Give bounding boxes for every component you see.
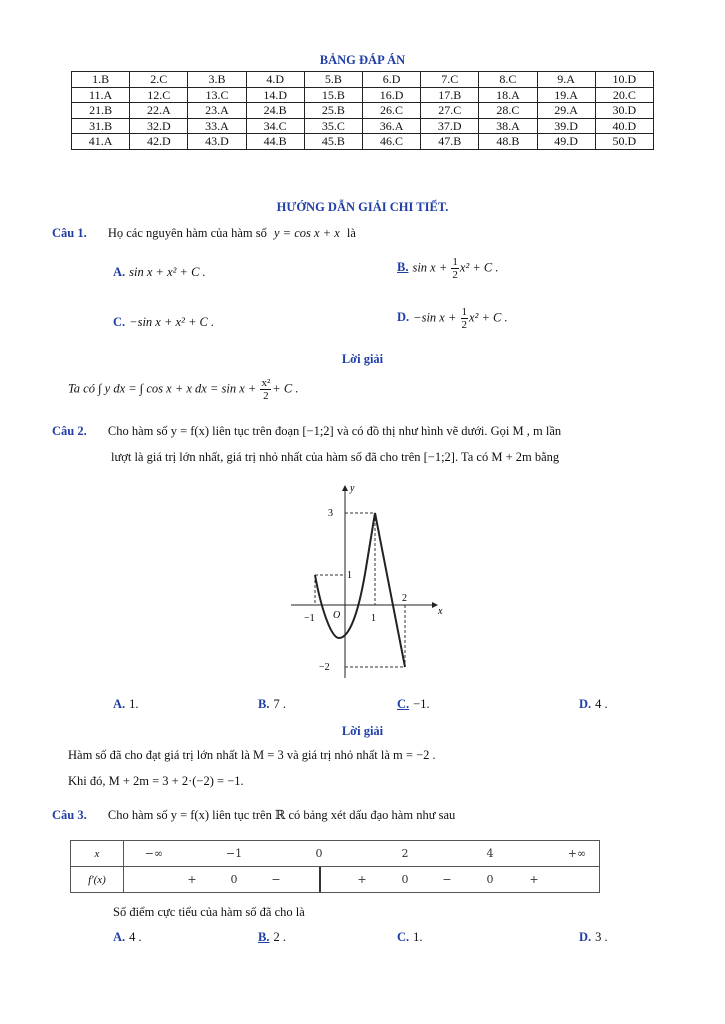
answer-cell: 15.B: [304, 87, 362, 103]
q2-option-c[interactable]: C. −1.: [397, 697, 430, 711]
sign-5: 0: [401, 873, 409, 886]
q1-stem-expr: y = cos x + x: [273, 226, 340, 240]
label-two: 2: [402, 593, 407, 604]
answer-cell: 26.C: [362, 103, 420, 119]
answer-cell: 23.A: [188, 103, 246, 119]
q1-label: Câu 1.: [52, 226, 87, 240]
q1-option-b-fraction: $\frac{1}{2}$: [452, 256, 458, 281]
x-pos-inf: +∞: [567, 847, 587, 860]
answer-cell: 9.A: [537, 72, 595, 88]
sign-4: +: [357, 873, 367, 886]
answer-cell: 28.C: [479, 103, 537, 119]
sign-table-fprime-label: f′(x): [71, 867, 124, 893]
answer-cell: 50.D: [595, 134, 653, 150]
x-two: 2: [401, 847, 409, 860]
answer-cell: 31.B: [72, 118, 130, 134]
answer-cell: 7.C: [421, 72, 479, 88]
q2-solution-label: Lời giải: [341, 724, 384, 738]
q3-sign-table: [70, 840, 600, 893]
label-one-y: 1: [347, 570, 352, 581]
label-x: x: [438, 606, 443, 617]
q3-option-d[interactable]: D. 3 .: [579, 930, 608, 944]
sign-table-sign-row: [124, 867, 600, 893]
q1-stem: Họ các nguyên hàm của hàm số: [107, 226, 267, 240]
sign-3: −: [271, 873, 281, 886]
answer-cell: 48.B: [479, 134, 537, 150]
label-neg-two: −2: [319, 662, 330, 673]
sign-table-undefined-bar: [319, 867, 322, 892]
q3-label: Câu 3.: [52, 808, 87, 822]
q3-question: Số điểm cực tiểu của hàm số đã cho là: [113, 905, 305, 919]
answer-cell: 43.D: [188, 134, 246, 150]
answer-cell: 5.B: [304, 72, 362, 88]
x-neg-inf: −∞: [144, 847, 164, 860]
answer-cell: 13.C: [188, 87, 246, 103]
answer-cell: 17.B: [421, 87, 479, 103]
answer-cell: 35.C: [304, 118, 362, 134]
q1-stem-end: là: [346, 226, 356, 240]
sign-7: 0: [486, 873, 494, 886]
answer-cell: 27.C: [421, 103, 479, 119]
answer-cell: 49.D: [537, 134, 595, 150]
sign-table-x-label: x: [71, 841, 124, 867]
answer-row: [72, 118, 654, 134]
answer-cell: 33.A: [188, 118, 246, 134]
answer-cell: 11.A: [72, 87, 130, 103]
answer-cell: 10.D: [595, 72, 653, 88]
sign-2: 0: [230, 873, 238, 886]
answer-table: [71, 71, 654, 150]
q1-option-d-fraction: $\frac{1}{2}$: [461, 306, 468, 331]
q1-solution-fraction: $\frac{\text{x²}}{2}$: [261, 377, 271, 402]
answer-row: [72, 72, 654, 88]
answer-cell: 34.C: [246, 118, 304, 134]
label-three: 3: [328, 508, 333, 519]
answer-cell: 38.A: [479, 118, 537, 134]
x-four: 4: [486, 847, 494, 860]
answer-cell: 8.C: [479, 72, 537, 88]
q3-option-a[interactable]: A. 4 .: [113, 930, 142, 944]
answer-cell: 21.B: [72, 103, 130, 119]
answer-row: [72, 87, 654, 103]
q2-label: Câu 2.: [52, 424, 87, 438]
answer-cell: 20.C: [595, 87, 653, 103]
answer-cell: 39.D: [537, 118, 595, 134]
q3-option-c[interactable]: C. 1.: [397, 930, 423, 944]
q3-stem: Cho hàm số y = f(x) liên tục trên ℝ có bảng xét dấu đạo hàm như sau: [107, 808, 456, 822]
q1-option-b[interactable]: B. sin x + $\frac{1}{2}$ x² + C .: [397, 256, 499, 281]
q1-solution-label: Lời giải: [341, 352, 384, 366]
answer-cell: 1.B: [72, 72, 130, 88]
answer-cell: 45.B: [304, 134, 362, 150]
answer-cell: 19.A: [537, 87, 595, 103]
answer-row: [72, 134, 654, 150]
answer-cell: 30.D: [595, 103, 653, 119]
answer-row: [72, 103, 654, 119]
q1-stem-line: [52, 226, 356, 241]
sign-1: +: [187, 873, 197, 886]
q1-solution: Ta có ∫ y dx = ∫ cos x + x dx = sin x + $\frac{\text{x²}}{2}$ + C .: [68, 377, 299, 402]
answer-cell: 14.D: [246, 87, 304, 103]
sign-6: −: [442, 873, 452, 886]
answer-cell: 24.B: [246, 103, 304, 119]
q1-option-c[interactable]: C. −sin x + x² + C .: [113, 315, 215, 329]
answer-cell: 16.D: [362, 87, 420, 103]
guide-title: HƯỚNG DẪN GIẢI CHI TIẾT.: [276, 200, 449, 214]
sign-table-x-row: [124, 841, 600, 867]
answer-cell: 6.D: [362, 72, 420, 88]
answer-cell: 32.D: [130, 118, 188, 134]
q2-option-b[interactable]: B. 7 .: [258, 697, 286, 711]
q2-stem-line1: [52, 424, 561, 439]
answer-cell: 37.D: [421, 118, 479, 134]
answer-cell: 46.C: [362, 134, 420, 150]
answer-key-title: BẢNG ĐÁP ÁN: [319, 53, 406, 67]
q2-stem-line2: lượt là giá trị lớn nhất, giá trị nhỏ nhất của hàm số đã cho trên [−1;2]. Ta có M + 2m bằng: [111, 450, 560, 464]
q1-option-d[interactable]: D. −sin x + $\frac{1}{2}$ x² + C .: [397, 306, 508, 331]
answer-cell: 44.B: [246, 134, 304, 150]
label-neg-one: −1: [304, 613, 315, 624]
label-y: y: [350, 483, 355, 494]
answer-cell: 29.A: [537, 103, 595, 119]
q2-solution-line2: Khi đó, M + 2m = 3 + 2·(−2) = −1.: [68, 774, 244, 788]
x-zero: 0: [315, 847, 323, 860]
answer-cell: 41.A: [72, 134, 130, 150]
sign-8: +: [529, 873, 539, 886]
answer-cell: 22.A: [130, 103, 188, 119]
answer-cell: 3.B: [188, 72, 246, 88]
q1-option-a[interactable]: A. sin x + x² + C .: [113, 265, 206, 279]
answer-cell: 47.B: [421, 134, 479, 150]
q2-option-d[interactable]: D. 4 .: [579, 697, 608, 711]
q2-option-a[interactable]: A. 1.: [113, 697, 139, 711]
function-curve: [315, 513, 405, 667]
q3-option-b[interactable]: B. 2 .: [258, 930, 286, 944]
answer-cell: 2.C: [130, 72, 188, 88]
answer-cell: 12.C: [130, 87, 188, 103]
q2-solution-line1: Hàm số đã cho đạt giá trị lớn nhất là M = 3 và giá trị nhỏ nhất là m = −2 .: [68, 748, 436, 762]
label-one-x: 1: [371, 613, 376, 624]
answer-cell: 4.D: [246, 72, 304, 88]
x-neg-one: −1: [225, 847, 243, 860]
answer-cell: 18.A: [479, 87, 537, 103]
q3-stem-line: [52, 807, 455, 823]
q2-function-graph: [285, 478, 450, 683]
label-origin: O: [333, 610, 341, 621]
answer-cell: 42.D: [130, 134, 188, 150]
answer-cell: 40.D: [595, 118, 653, 134]
answer-cell: 36.A: [362, 118, 420, 134]
answer-cell: 25.B: [304, 103, 362, 119]
q2-stem-line1-text: Cho hàm số y = f(x) liên tục trên đoạn [−1;2] và có đồ thị như hình vẽ dưới. Gọi M , m lần: [107, 424, 562, 438]
